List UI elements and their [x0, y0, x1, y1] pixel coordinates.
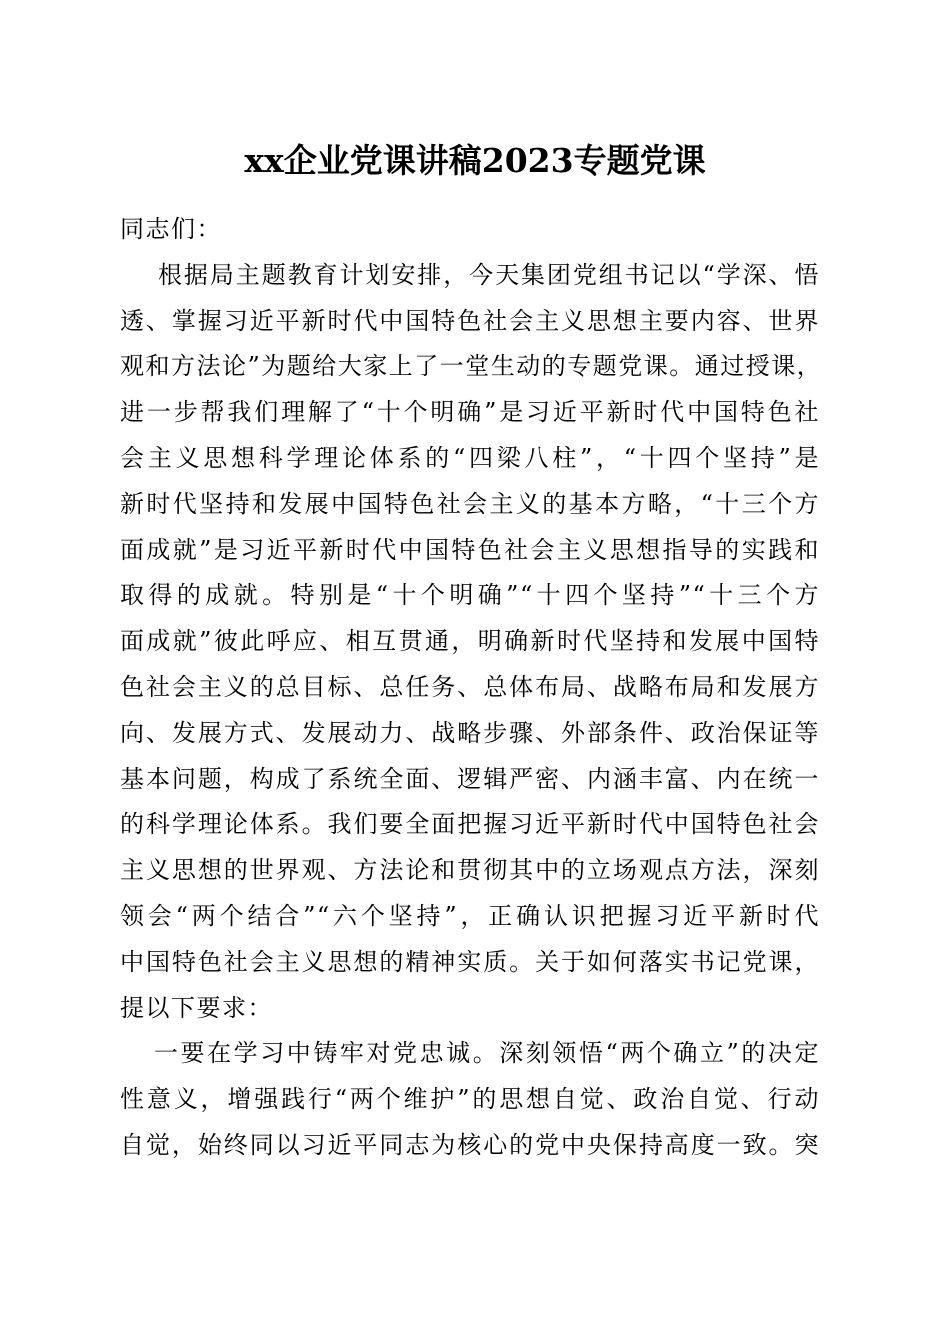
paragraph-line: 新时代坚持和发展中国特色社会主义的基本方略，“十三个方	[120, 489, 820, 518]
paragraph-line: 主义思想的世界观、方法论和贯彻其中的立场观点方法，深刻	[120, 856, 820, 885]
paragraph-line: 的科学理论体系。我们要全面把握习近平新时代中国特色社会	[120, 810, 820, 839]
paragraph-line: 中国特色社会主义思想的精神实质。关于如何落实书记党课，	[120, 947, 820, 976]
paragraph-line: 观和方法论”为题给大家上了一堂生动的专题党课。通过授课，	[120, 352, 823, 381]
paragraph-line: 领会“两个结合”“六个坚持”，正确认识把握习近平新时代	[120, 901, 820, 930]
paragraph-line: 会主义思想科学理论体系的“四梁八柱”，“十四个坚持”是	[120, 443, 820, 472]
paragraph-line: 取得的成就。特别是“十个明确”“十四个坚持”“十三个方	[120, 581, 820, 610]
paragraph-line: 色社会主义的总目标、总任务、总体布局、战略布局和发展方	[120, 672, 820, 701]
paragraph-1	[120, 253, 823, 1032]
paragraph-line: 透、掌握习近平新时代中国特色社会主义思想主要内容、世界	[120, 306, 820, 335]
paragraph-line: 向、发展方式、发展动力、战略步骤、外部条件、政治保证等	[120, 718, 820, 747]
paragraph-2	[120, 1031, 820, 1168]
paragraph-line: 性意义，增强践行“两个维护”的思想自觉、政治自觉、行动	[120, 1085, 820, 1114]
salutation: 同志们：	[120, 215, 222, 243]
paragraph-line: 面成就”是习近平新时代中国特色社会主义思想指导的实践和	[120, 535, 820, 564]
paragraph-line: 一要在学习中铸牢对党忠诚。深刻领悟“两个确立”的决定	[154, 1039, 820, 1068]
paragraph-line: 提以下要求：	[120, 993, 273, 1022]
paragraph-line: 面成就”彼此呼应、相互贯通，明确新时代坚持和发展中国特	[120, 627, 820, 656]
paragraph-line: 根据局主题教育计划安排，今天集团党组书记以“学深、悟	[158, 260, 820, 289]
paragraph-line: 基本问题，构成了系统全面、逻辑严密、内涵丰富、内在统一	[120, 764, 820, 793]
paragraph-line: 自觉，始终同以习近平同志为核心的党中央保持高度一致。突	[120, 1130, 820, 1159]
paragraph-line: 进一步帮我们理解了“十个明确”是习近平新时代中国特色社	[120, 398, 820, 427]
document-title: xx企业党课讲稿2023专题党课	[244, 141, 706, 180]
document-body	[120, 207, 823, 1169]
